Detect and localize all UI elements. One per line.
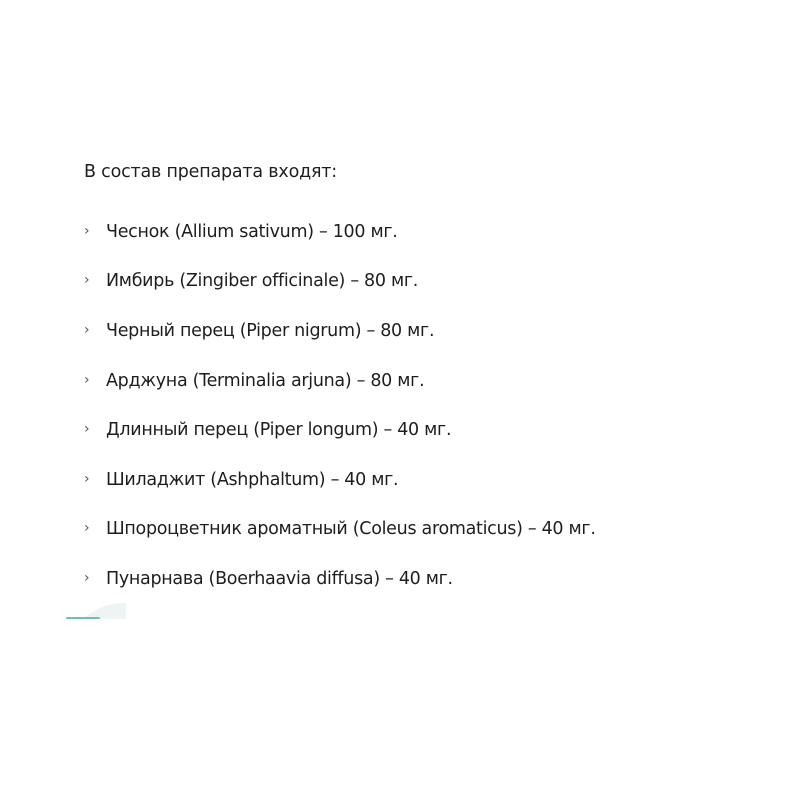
list-item	[84, 356, 784, 406]
list-item	[84, 306, 784, 356]
composition-section	[84, 158, 784, 604]
ingredient-label: Арджуна (Terminalia arjuna) – 80 мг.	[106, 370, 425, 391]
list-item	[84, 405, 784, 455]
ingredient-label: Имбирь (Zingiber officinale) – 80 мг.	[106, 271, 419, 292]
list-item	[84, 505, 784, 555]
chevron-right-icon: ›	[84, 520, 90, 537]
chevron-right-icon: ›	[84, 371, 90, 388]
list-item	[84, 207, 784, 257]
ingredient-list	[84, 207, 784, 604]
ingredient-label: Черный перец (Piper nigrum) – 80 мг.	[106, 320, 435, 341]
ingredient-label: Шиладжит (Ashphaltum) – 40 мг.	[106, 469, 399, 490]
chevron-right-icon: ›	[84, 421, 90, 438]
chevron-right-icon: ›	[84, 569, 90, 586]
ingredient-label: Шпороцветник ароматный (Coleus aromaticus) – 40 мг.	[106, 519, 596, 540]
list-item	[84, 257, 784, 307]
ingredient-label: Пунарнава (Boerhaavia diffusa) – 40 мг.	[106, 568, 453, 589]
decorative-accent-line	[66, 617, 100, 619]
chevron-right-icon: ›	[84, 321, 90, 338]
chevron-right-icon: ›	[84, 272, 90, 289]
ingredient-label: Чеснок (Allium sativum) – 100 мг.	[106, 221, 398, 242]
list-item	[84, 455, 784, 505]
composition-intro: В состав препарата входят:	[84, 162, 338, 182]
chevron-right-icon: ›	[84, 222, 90, 239]
decorative-shape	[64, 603, 126, 619]
chevron-right-icon: ›	[84, 470, 90, 487]
ingredient-label: Длинный перец (Piper longum) – 40 мг.	[106, 420, 452, 441]
list-item	[84, 554, 784, 604]
